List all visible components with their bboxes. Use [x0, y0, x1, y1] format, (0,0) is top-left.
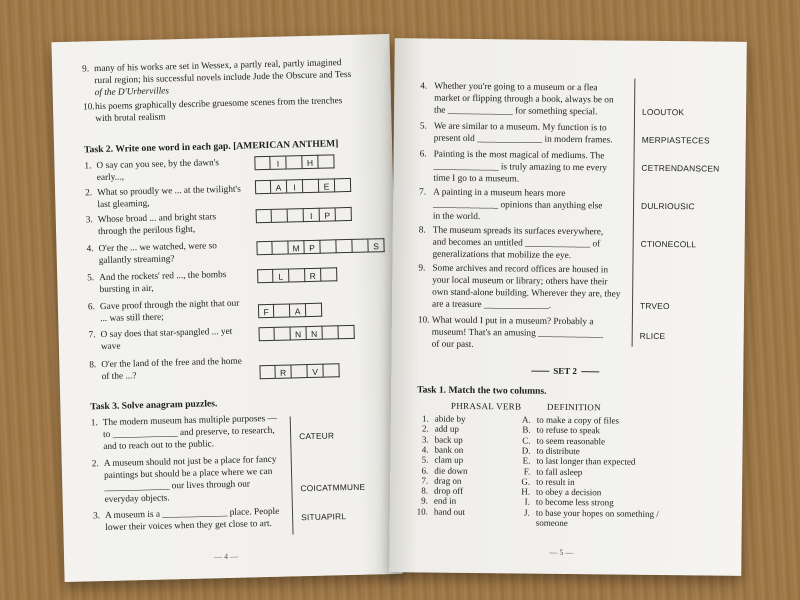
letter-boxes[interactable]	[255, 178, 351, 194]
item-text: Gave proof through the night that our	[99, 298, 240, 313]
item-number: 2.	[91, 459, 99, 470]
item-letter: D.	[521, 445, 531, 456]
item-text: of the ...?	[101, 371, 137, 383]
task2-item	[88, 297, 254, 325]
item-number: 9.	[418, 263, 426, 274]
item-text: bursting in air,	[99, 283, 154, 296]
letter-box[interactable]: N	[306, 326, 322, 340]
letter-box[interactable]	[336, 239, 352, 253]
letter-box[interactable]: L	[273, 268, 289, 282]
definition: to last longer than expected	[536, 455, 636, 467]
task3-title: Task 3. Solve anagram puzzles.	[90, 398, 218, 413]
task2-item	[88, 325, 254, 353]
item-text: his poems graphically describe gruesome scenes from the trenches	[94, 96, 343, 113]
letter-box[interactable]	[335, 178, 351, 192]
definition: to become less strong	[535, 497, 614, 508]
letter-boxes[interactable]	[256, 207, 352, 223]
letter-box[interactable]	[336, 207, 352, 221]
anagram-code: LOOUTOK	[641, 106, 685, 118]
list-item	[83, 94, 383, 125]
item-number: 1.	[84, 161, 92, 172]
phrasal-verb: hand out	[433, 506, 466, 517]
item-text: with brutal realism	[95, 112, 166, 125]
item-text: of our past.	[431, 339, 474, 351]
letter-boxes[interactable]	[257, 267, 337, 283]
page-number: — 4 —	[213, 551, 239, 562]
item-letter: G.	[521, 476, 531, 487]
left-page	[51, 34, 402, 582]
item-text: What would I put in a museum? Probably a	[431, 315, 594, 328]
item-text: your local museum or library; others have their	[432, 275, 608, 288]
letter-box[interactable]	[321, 267, 337, 281]
item-number: 7.	[419, 187, 427, 198]
letter-box[interactable]: F	[258, 304, 274, 318]
item-text: and to reach out to the public.	[103, 439, 215, 453]
letter-box[interactable]: A	[271, 179, 287, 193]
item-text: everyday objects.	[104, 493, 170, 506]
right-page	[389, 38, 747, 576]
item-text: ______________ opinions than anything else	[433, 199, 603, 212]
phrasal-verb: back up	[434, 434, 463, 445]
item-number: 6.	[419, 149, 427, 160]
letter-boxes[interactable]	[254, 154, 334, 170]
column-header-phrasal-verb: PHRASAL VERB	[450, 400, 522, 412]
phrasal-verb: drag on	[434, 475, 462, 486]
definition: to distribute	[536, 445, 580, 457]
letter-box[interactable]	[352, 239, 368, 253]
letter-box[interactable]: P	[304, 240, 320, 254]
letter-box[interactable]: H	[302, 155, 318, 169]
letter-box[interactable]: I	[270, 156, 286, 170]
task2-item	[85, 183, 251, 211]
letter-box[interactable]: S	[368, 238, 384, 252]
item-text: to ______________ and preserve, to research,	[102, 425, 275, 441]
letter-boxes[interactable]	[256, 238, 384, 255]
anagram-code: TRVEO	[639, 300, 670, 312]
list-item	[418, 224, 633, 262]
task2-item	[86, 210, 252, 238]
item-text: early...,	[96, 172, 125, 184]
item-text: Whose broad ... and bright stars	[97, 212, 217, 226]
definition: to result in	[536, 476, 575, 487]
item-number: 1.	[422, 413, 429, 424]
definition: to obey a decision	[536, 486, 602, 498]
letter-box[interactable]: I	[304, 208, 320, 222]
letter-box[interactable]	[286, 155, 302, 169]
item-number: 3.	[421, 434, 429, 445]
letter-box[interactable]: V	[307, 364, 323, 378]
phrasal-verb: abide by	[434, 413, 466, 424]
item-letter: H.	[521, 486, 531, 497]
list-item	[420, 120, 635, 146]
phrasal-verb-row	[412, 506, 514, 518]
item-number: 8.	[418, 225, 426, 236]
letter-box[interactable]: E	[319, 178, 335, 192]
item-number: 5.	[419, 121, 427, 132]
task2-item	[84, 156, 250, 184]
item-text: ... was still there;	[100, 312, 164, 325]
item-text: wave	[100, 341, 121, 353]
phrasal-verb: die down	[434, 465, 468, 476]
item-text: generalizations that mobilize the eye.	[432, 249, 572, 262]
anagram-code: CTIONECOLL	[640, 238, 697, 250]
letter-box[interactable]	[259, 365, 275, 379]
item-number: 5.	[87, 273, 95, 284]
anagram-code: SITUAPIRL	[301, 511, 347, 523]
anagram-code: MERPIASTECES	[641, 134, 710, 146]
list-item	[420, 80, 635, 118]
item-text: present old ______________ in modern frames.	[433, 133, 613, 146]
letter-box[interactable]	[320, 239, 336, 253]
divider	[581, 371, 599, 372]
item-text: of the D'Urbervilles	[94, 86, 170, 99]
letter-box[interactable]: R	[275, 364, 291, 378]
letter-box[interactable]	[257, 269, 273, 283]
item-letter: B.	[522, 424, 531, 435]
letter-box[interactable]: M	[288, 240, 304, 254]
item-text: in the world.	[432, 211, 481, 223]
definition: to fall asleep	[536, 466, 583, 477]
letter-box[interactable]	[258, 327, 274, 341]
item-text: the ______________ for something special.	[433, 105, 598, 118]
item-number: 10.	[417, 315, 430, 326]
item-number: 7.	[88, 330, 96, 341]
letter-box[interactable]	[272, 240, 288, 254]
item-letter	[518, 517, 530, 528]
item-letter: C.	[522, 435, 531, 446]
item-text: O say can you see, by the dawn's	[96, 158, 220, 172]
definition: someone	[535, 517, 568, 529]
item-letter: J.	[524, 507, 530, 518]
phrasal-verb: drop off	[434, 485, 464, 497]
item-number: 4.	[421, 444, 429, 455]
item-text: lower their voices when they get close to art.	[105, 518, 272, 534]
item-text: market or flipping through a book, always be on	[434, 93, 614, 106]
task2-item	[87, 268, 253, 296]
item-text: rural region; his successful novels include Jude the Obscure and Tess	[94, 69, 352, 87]
list-item	[418, 314, 633, 352]
letter-box[interactable]	[255, 180, 271, 194]
item-text: We are similar to a museum. My function is to	[433, 121, 607, 134]
letter-boxes[interactable]	[259, 363, 339, 379]
page-number: — 5 —	[549, 547, 574, 558]
phrasal-verb: bank on	[434, 444, 464, 455]
letter-box[interactable]	[338, 325, 354, 339]
divider	[531, 370, 549, 371]
letter-box[interactable]: N	[290, 326, 306, 340]
anagram-code: CETRENDANSCEN	[641, 162, 720, 174]
item-text: The modern museum has multiple purposes —	[102, 413, 277, 429]
letter-box[interactable]	[256, 241, 272, 255]
letter-boxes[interactable]	[258, 325, 354, 341]
item-number: 10.	[82, 102, 95, 113]
anagram-code: CATEUR	[299, 430, 335, 442]
item-text: many of his works are set in Wessex, a partly real, partly imagined	[94, 58, 342, 75]
letter-box[interactable]	[274, 303, 290, 317]
item-text: And the rockets' red ..., the bombs	[99, 270, 227, 284]
item-text: O'er the ... we watched, were so	[98, 241, 217, 255]
letter-box[interactable]	[323, 363, 339, 377]
letter-box[interactable]: I	[287, 179, 303, 193]
letter-box[interactable]	[306, 303, 322, 317]
item-number: 2.	[85, 188, 93, 199]
item-text: ______________ is truly amazing to me every	[433, 161, 608, 174]
letter-box[interactable]: R	[305, 268, 321, 282]
letter-box[interactable]	[274, 326, 290, 340]
letter-box[interactable]	[303, 179, 319, 193]
item-letter: A.	[522, 414, 531, 425]
task3-item-1	[91, 412, 292, 453]
task2-item	[89, 355, 255, 383]
column-header-definition: DEFINITION	[546, 401, 602, 413]
task2-item	[86, 239, 252, 267]
letter-box[interactable]	[256, 209, 272, 223]
definition: to seem reasonable	[536, 435, 606, 446]
item-number: 8.	[421, 485, 429, 496]
letter-box[interactable]: A	[290, 303, 306, 317]
item-text: A museum is a ______________ place. People	[104, 506, 280, 522]
item-text: paintings but should be a place where we can	[103, 466, 273, 482]
task3-item-2	[92, 453, 293, 506]
task1-title: Task 1. Match the two columns.	[417, 384, 547, 397]
item-text: ______________ our lives through our	[104, 479, 251, 494]
item-text: O say does that star-spangled ... yet	[100, 326, 233, 341]
item-number: 6.	[87, 302, 96, 313]
item-number: 7.	[421, 475, 429, 486]
list-item	[419, 148, 634, 186]
item-number: 6.	[421, 464, 429, 476]
item-letter: F.	[523, 466, 531, 477]
anagram-code: RLICE	[639, 330, 666, 342]
item-number: 8.	[89, 360, 97, 371]
letter-box[interactable]	[289, 268, 305, 282]
item-text: Painting is the most magical of mediums. The	[433, 149, 605, 162]
letter-box[interactable]	[288, 208, 304, 222]
item-text: Whether you're going to a museum or a flea	[434, 81, 598, 94]
item-text: are a treasure ______________.	[431, 299, 552, 311]
item-text: gallantly streaming?	[98, 254, 175, 267]
anagram-code: DULRIOUSIC	[641, 200, 695, 212]
item-number: 3.	[85, 215, 93, 226]
item-text: and becomes an untitled ______________ of	[432, 237, 601, 250]
phrasal-verb: clam up	[434, 454, 464, 466]
item-number: 9.	[82, 64, 90, 75]
left-intro-items	[82, 56, 383, 125]
item-text: Some archives and record offices are housed in	[432, 263, 609, 276]
item-letter: I.	[524, 496, 531, 508]
anagram-code: COICATMMUNE	[300, 481, 366, 494]
list-item	[418, 262, 633, 312]
letter-box[interactable]	[318, 154, 334, 168]
task3-item-3	[93, 505, 294, 534]
item-text: A painting in a museum hears more	[433, 187, 566, 199]
set-separator	[531, 366, 599, 377]
definition: to make a copy of files	[536, 414, 620, 426]
phrasal-verb: add up	[434, 423, 460, 435]
definition: to base your hopes on something /	[535, 507, 659, 519]
list-item	[419, 186, 634, 224]
letter-box[interactable]	[272, 208, 288, 222]
set-label: SET 2	[553, 365, 577, 377]
list-item	[82, 56, 383, 99]
item-text: through the perilous fight,	[97, 224, 196, 238]
item-text: museum! That's an amusing ______________	[431, 327, 604, 340]
item-number: 4.	[86, 244, 94, 255]
item-text: own stand-alone building. Wherever they are, they	[432, 287, 621, 300]
item-letter: E.	[522, 455, 531, 466]
item-text: time I go to a museum.	[433, 173, 520, 185]
letter-boxes[interactable]	[258, 303, 322, 319]
item-number: 10.	[416, 506, 428, 517]
item-number: 5.	[421, 454, 429, 465]
letter-box[interactable]: P	[320, 207, 336, 221]
item-number: 9.	[421, 495, 429, 506]
task2-title: Task 2. Write one word in each gap. [AMERICAN ANTHEM]	[83, 138, 339, 156]
item-text: The museum spreads its surfaces everywhere,	[432, 225, 604, 238]
definition-row	[518, 517, 568, 528]
definition: to refuse to speak	[536, 424, 600, 436]
item-text: What so proudly we ... at the twilight's	[97, 184, 241, 199]
letter-box[interactable]	[291, 364, 307, 378]
item-number: 2.	[421, 423, 429, 434]
phrasal-verb: end in	[433, 495, 457, 507]
item-text: A museum should not just be a place for fancy	[103, 454, 277, 470]
letter-box[interactable]	[322, 325, 338, 339]
item-number: 4.	[420, 81, 428, 92]
item-text: last gleaming,	[97, 198, 150, 211]
item-number: 3.	[92, 511, 101, 522]
item-number: 1.	[90, 418, 98, 429]
item-text: O'er the land of the free and the home	[101, 356, 242, 371]
letter-box[interactable]	[254, 156, 270, 170]
